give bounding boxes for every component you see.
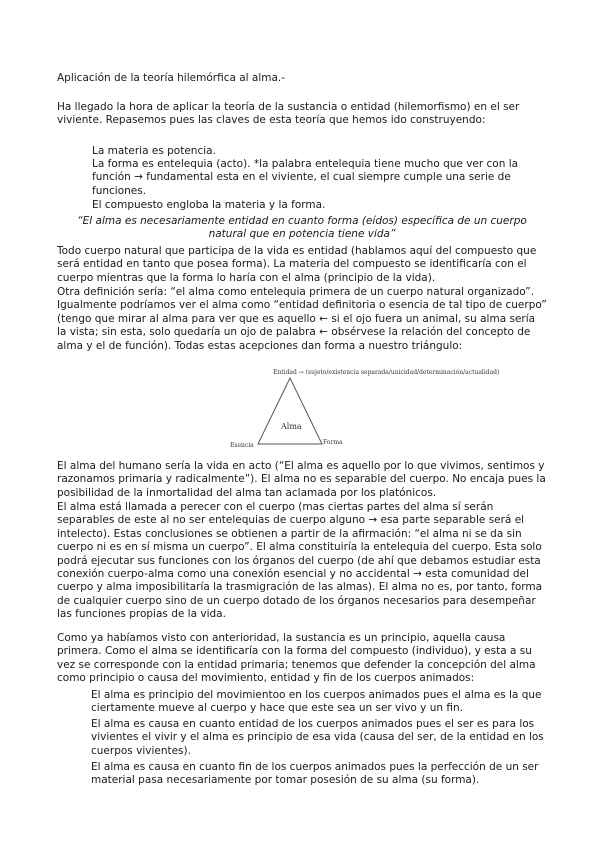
clave-materia: La materia es potencia. (92, 145, 216, 157)
definition-quote: “El alma es necesariamente entidad en cuanto forma (eídos) específica de un cuerpo natural que en potencia tiene vida” (77, 215, 527, 241)
diagram-label-alma: Alma (281, 422, 302, 431)
causa-fin: El alma es causa en cuanto fin de los cuerpos animados pues la perfección de un ser material pasa necesariamente por tomar posesión de su alma (su forma). (91, 761, 539, 787)
causa-movimiento: El alma es principio del movimientoo en los cuerpos animados pues el alma es la que ciertamente mueve al cuerpo y hace que este sea un ser vivo y un fin. (91, 689, 542, 715)
diagram-label-forma: Forma (323, 439, 343, 446)
paragraph-otra-definicion: Otra definición sería: “el alma como entelequia primera de un cuerpo natural organizado”. Igualmente podríamos ver el alma como “entidad definitoria o esencia de tal tipo de cuerpo” (tengo que mirar al alma para ver que es aquello ← si el ojo fuera un animal, su alma sería la vista; sin esta, solo quedaría un ojo de palabra ← obsérvese la relación del concepto de alma y el de función). Todas estas acepciones dan forma a nuestro triángulo: (57, 286, 547, 352)
paragraph-alma-perecer: El alma está llamada a perecer con el cuerpo (mas ciertas partes del alma sí serán separables de este al no ser entelequias de cuerpo alguno → esa parte separable será el intelecto). Estas conclusiones se obtienen a partir de la afirmación: “el alma ni se da sin cuerpo ni es en sí misma un cuerpo”. El alma constituiría la entelequia del cuerpo. Esta solo podrá ejecutar sus funciones con los órganos del cuerpo (de ahí que debamos estudiar esta conexión cuerpo-alma como una conexión esencial y no accidental → esta comunidad del cuerpo y alma imposibilitaría la trasmigración de las almas). El alma no es, por tanto, forma de cualquier cuerpo sino de un cuerpo dotado de los órganos necesarios para desempeñar las funciones propias de la vida. (57, 501, 543, 621)
paragraph-cuerpo-natural: Todo cuerpo natural que participa de la vida es entidad (hablamos aquí del compuesto que será entidad en tanto que posea forma). La materia del compuesto se identificaría con el cuerpo mientras que la forma lo haría con el alma (principio de la vida). (57, 245, 537, 284)
clave-forma: La forma es entelequia (acto). *la palabra entelequia tiene mucho que ver con la función → fundamental esta en el viviente, el cual siempre cumple una serie de funciones. (92, 158, 519, 197)
alma-triangle-diagram (225, 368, 525, 454)
clave-compuesto: El compuesto engloba la materia y la forma. (92, 199, 326, 211)
document-title: Aplicación de la teoría hilemórfica al alma.- (57, 72, 286, 84)
intro-paragraph: Ha llegado la hora de aplicar la teoría de la sustancia o entidad (hilemorfismo) en el ser viviente. Repasemos pues las claves de esta teoría que hemos ido construyendo: (57, 101, 520, 127)
causa-entidad: El alma es causa en cuanto entidad de los cuerpos animados pues el ser es para los vivientes el vivir y el alma es principio de esa vida (causa del ser, de la entidad en los cuerpos vivientes). (91, 718, 544, 757)
diagram-label-esencia: Esencia (230, 442, 254, 449)
paragraph-alma-humano: El alma del humano sería la vida en acto (“El alma es aquello por lo que vivimos, sentimos y razonamos primaria y radicalmente”). El alma no es separable del cuerpo. No encaja pues la posibilidad de la inmortalidad del alma tan aclamada por los platónicos. (57, 460, 546, 499)
diagram-label-entidad: Entidad → (sujeto/existencia separada/unicidad/determinación/actualidad) (273, 369, 500, 376)
triangle-shape (258, 378, 322, 444)
triangle-graphic (225, 368, 525, 454)
paragraph-alma-principio: Como ya habíamos visto con anterioridad, la sustancia es un principio, aquella causa primera. Como el alma se identificaría con la forma del compuesto (individuo), y esta a su vez se corresponde con la entidad primaria; tenemos que defender la concepción del alma como principio o causa del movimiento, entidad y fin de los cuerpos animados: (57, 632, 536, 685)
